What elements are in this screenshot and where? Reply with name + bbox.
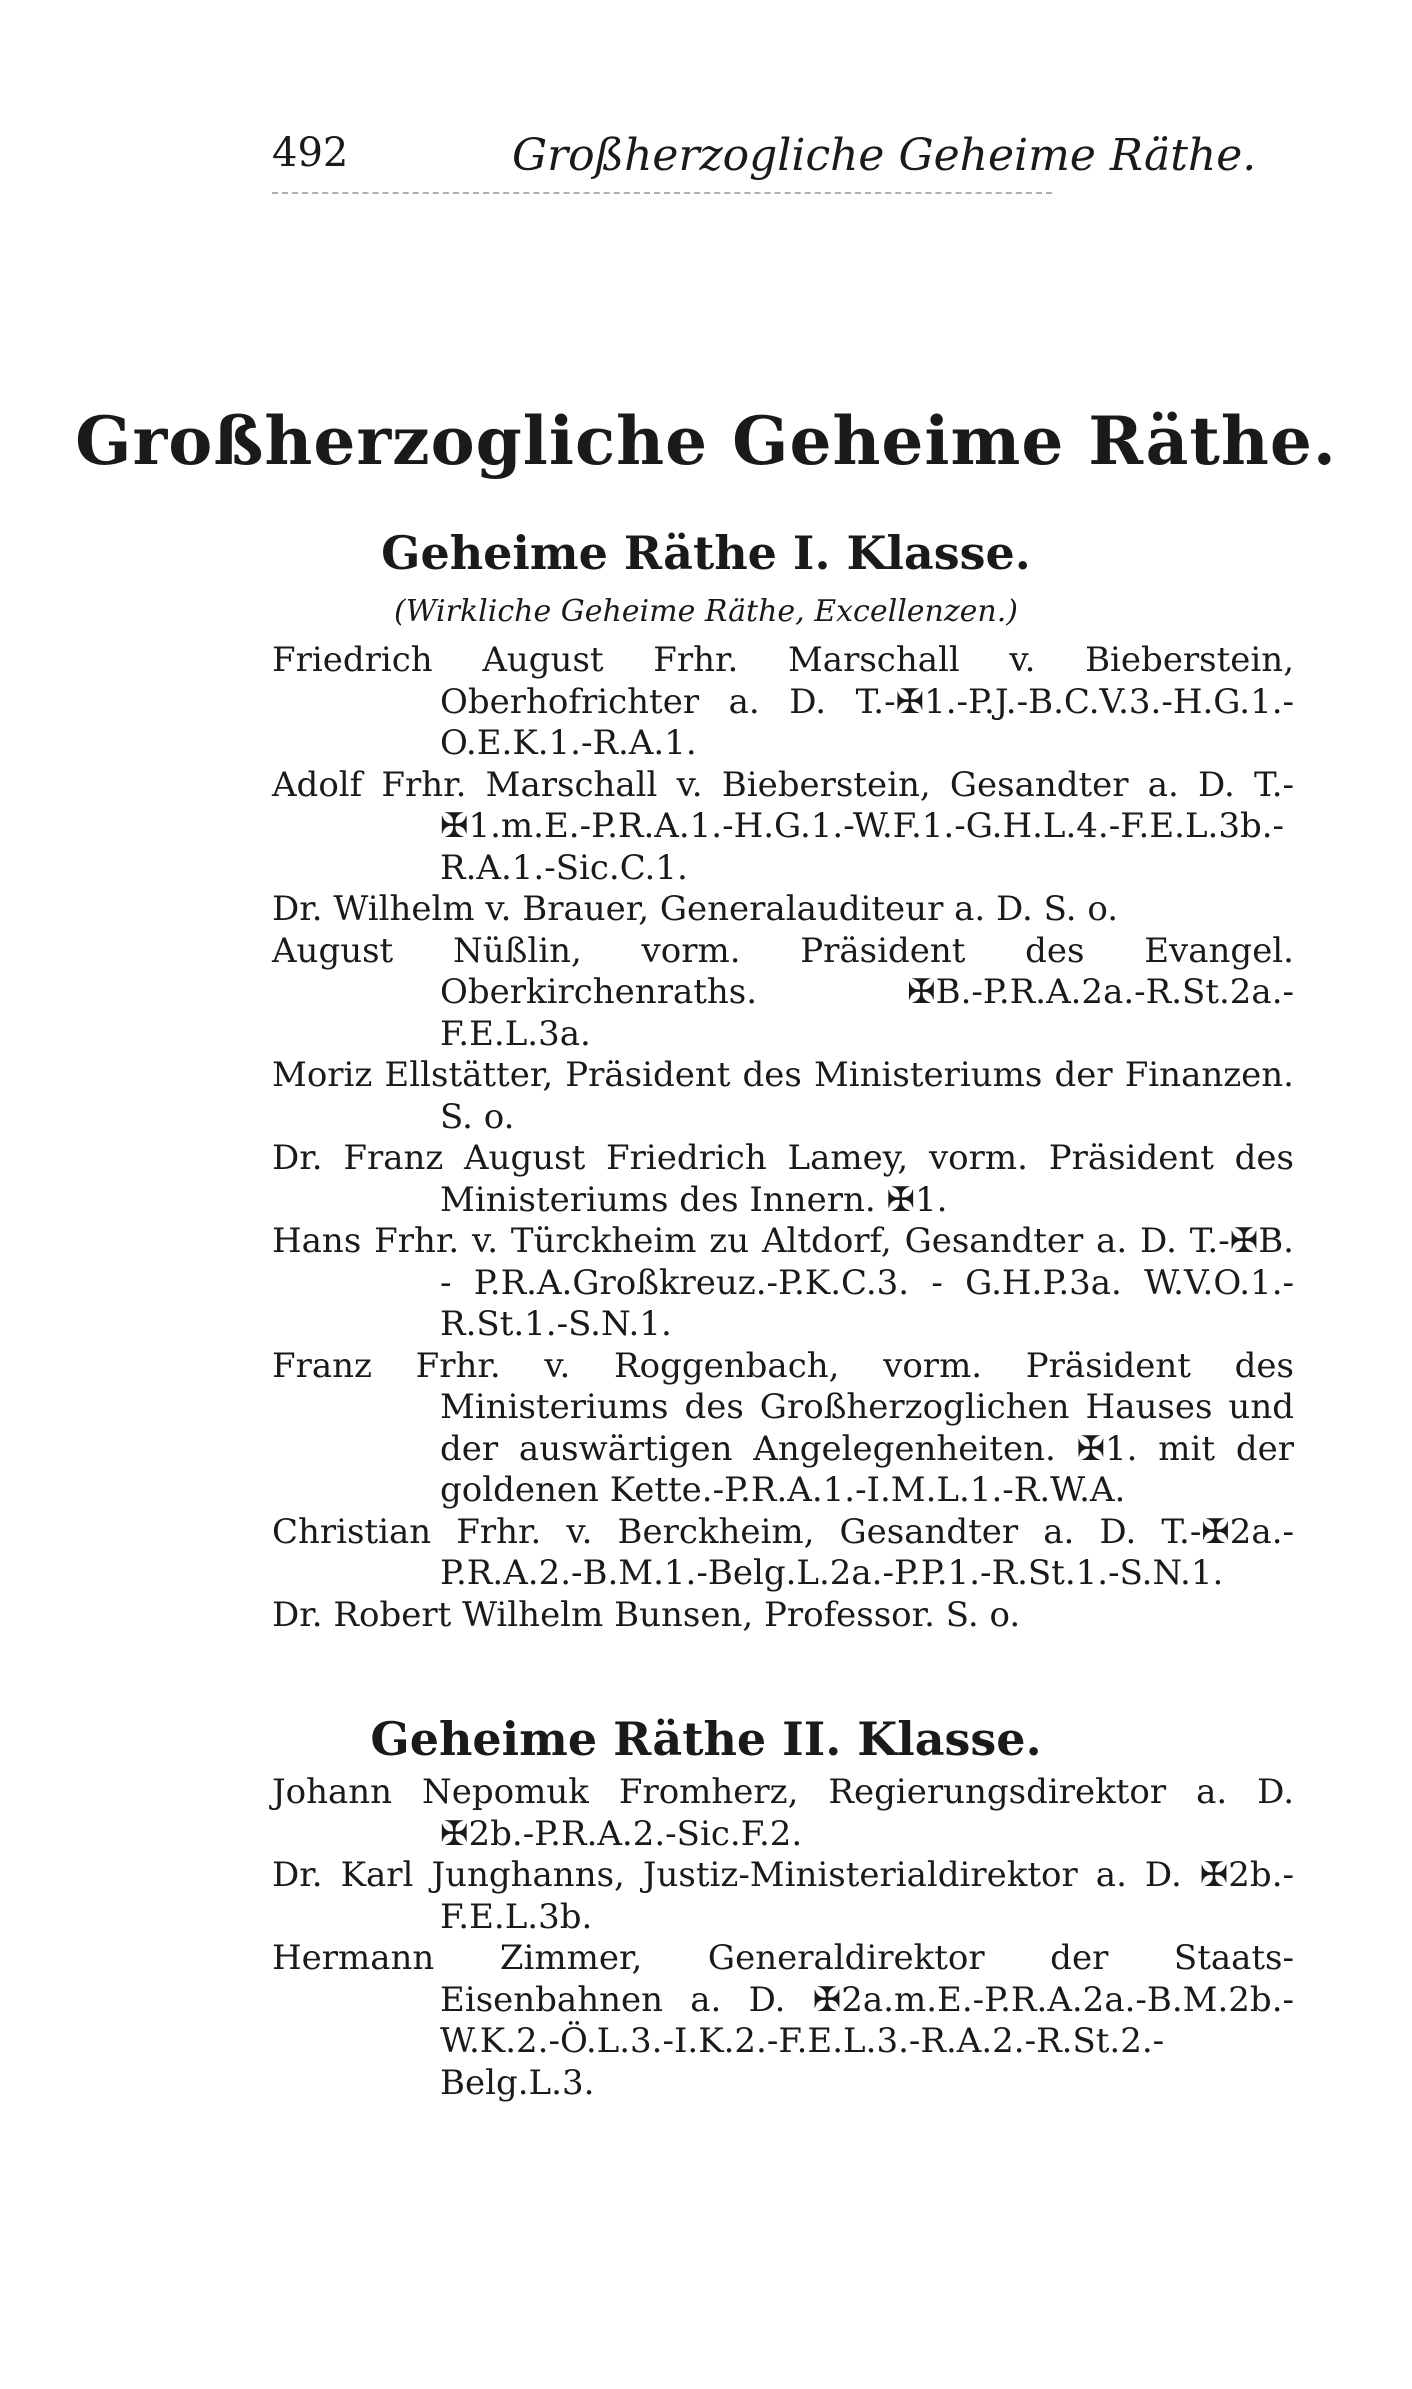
list-item: Dr. Robert Wilhelm Bunsen, Professor. S. o. bbox=[272, 1594, 1021, 1635]
entry-list-class-1 bbox=[272, 640, 1294, 1636]
list-item: Dr. Karl Junghanns, Justiz-Ministerialdirektor a. D. ✠2b.-F.E.L.3b. bbox=[272, 1855, 1294, 1937]
section-subtitle-class-1: (Wirkliche Geheime Räthe, Excellenzen.) bbox=[394, 594, 1018, 629]
page-header bbox=[272, 130, 1292, 190]
section-title-class-1: Geheime Räthe I. Klasse. bbox=[381, 526, 1031, 580]
entry-list-class-2 bbox=[272, 1772, 1294, 2104]
list-item: Franz Frhr. v. Roggenbach, vorm. Präsident des Ministeriums des Großherzoglichen Hauses und der auswärtigen Angelegenheiten. ✠1. mit der goldenen Kette.-P.R.A.1.-I.M.L.1.-R.W.A. bbox=[272, 1345, 1294, 1510]
section-title-class-2: Geheime Räthe II. Klasse. bbox=[370, 1712, 1042, 1766]
header-rule bbox=[272, 192, 1052, 194]
list-item: August Nüßlin, vorm. Präsident des Evangel. Oberkirchenraths. ✠B.-P.R.A.2a.-R.St.2a.-F.E.L.3a. bbox=[272, 930, 1294, 1054]
list-item: Friedrich August Frhr. Marschall v. Bieberstein, Oberhofrichter a. D. T.-✠1.-P.J.-B.C.V.3.-H.G.1.-O.E.K.1.-R.A.1. bbox=[272, 640, 1294, 763]
list-item: Dr. Franz August Friedrich Lamey, vorm. Präsident des Ministeriums des Innern. ✠1. bbox=[272, 1138, 1294, 1220]
list-item: Hans Frhr. v. Türckheim zu Altdorf, Gesandter a. D. T.-✠B. - P.R.A.Großkreuz.-P.K.C.3. - G.H.P.3a. W.V.O.1.-R.St.1.-S.N.1. bbox=[272, 1221, 1294, 1344]
list-item: Moriz Ellstätter, Präsident des Ministeriums der Finanzen. S. o. bbox=[272, 1055, 1294, 1137]
list-item: Christian Frhr. v. Berckheim, Gesandter a. D. T.-✠2a.-P.R.A.2.-B.M.1.-Belg.L.2a.-P.P.1.-R.St.1.-S.N.1. bbox=[272, 1511, 1294, 1593]
list-item: Johann Nepomuk Fromherz, Regierungsdirektor a. D. ✠2b.-P.R.A.2.-Sic.F.2. bbox=[272, 1772, 1294, 1854]
running-title: Großherzogliche Geheime Räthe. bbox=[512, 130, 1257, 181]
page-number: 492 bbox=[272, 130, 349, 176]
list-item: Hermann Zimmer, Generaldirektor der Staats-Eisenbahnen a. D. ✠2a.m.E.-P.R.A.2a.-B.M.2b.-W.K.2.-Ö.L.3.-I.K.2.-F.E.L.3.-R.A.2.-R.St.2.-Belg.L.3. bbox=[272, 1938, 1294, 2103]
list-item: Adolf Frhr. Marschall v. Bieberstein, Gesandter a. D. T.-✠1.m.E.-P.R.A.1.-H.G.1.-W.F.1.-G.H.L.4.-F.E.L.3b.-R.A.1.-Sic.C.1. bbox=[272, 764, 1294, 888]
list-item: Dr. Wilhelm v. Brauer, Generalauditeur a. D. S. o. bbox=[272, 889, 1119, 929]
page-title: Großherzogliche Geheime Räthe. bbox=[75, 402, 1337, 480]
